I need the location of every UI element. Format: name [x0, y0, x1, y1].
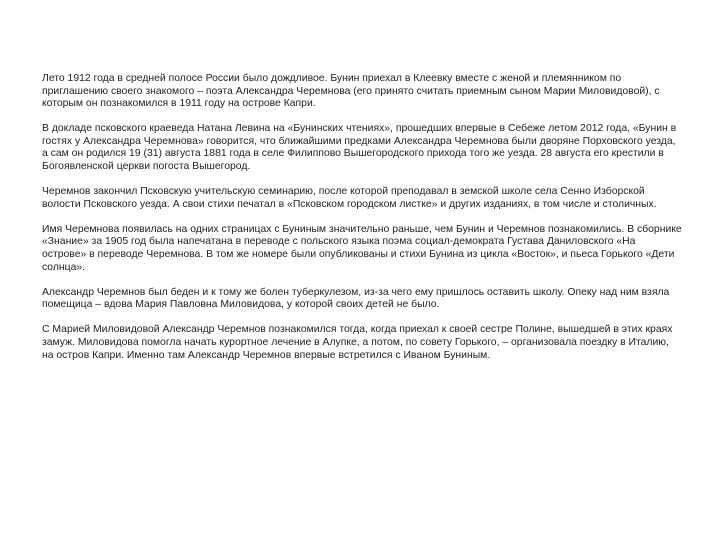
- paragraph-1: Лето 1912 года в средней полосе России было дождливое. Бунин приехал в Клеевку вместе с женой и племянником по приглашению своего знакомого – поэта Александра Черемнова (его принято считать приемным сыном Марии Миловидовой), с которым он познакомился в 1911 году на острове Капри.: [42, 73, 660, 110]
- paragraph-2: В докладе псковского краеведа Натана Левина на «Бунинских чтениях», прошедших впервые в Себеже летом 2012 года, «Бунин в гостях у Александра Черемнова» говорится, что ближайшими предками Александра Черемнова были дворяне Порховского уезда, а сам он родился 19 (31) августа 1881 года в селе Филиппово Вышегородского прихода того же уезда. 28 августа его крестили в Богоявленской церкви погоста Вышегород.: [42, 123, 677, 173]
- paragraph-4: Имя Черемнова появилась на одних страницах с Буниным значительно раньше, чем Бунин и Черемнов познакомились. В сборнике «Знание» за 1905 год была напечатана в переводе с польского языка поэма социал-демократа Густава Даниловского «На острове» в переводе Черемнова. В том же номере были опубликованы и стихи Бунина из цикла «Восток», и пьеса Горького «Дети солнца».: [42, 223, 682, 273]
- paragraph-3: Черемнов закончил Псковскую учительскую семинарию, после которой преподавал в земской школе села Сенно Изборской волости Псковского уезда. А свои стихи печатал в «Псковском городском листке» и других изданиях, в том числе и столичных.: [42, 186, 657, 210]
- paragraph-5: Александр Черемнов был беден и к тому же болен туберкулезом, из-за чего ему пришлось оставить школу. Опеку над ним взяла помещица – вдова Мария Павловна Миловидова, у которой своих детей не было.: [42, 286, 670, 311]
- article-body: [42, 73, 682, 375]
- paragraph-6: С Марией Миловидовой Александр Черемнов познакомился тогда, когда приехал к своей сестре Полине, вышедшей в этих краях замуж. Миловидова помогла начать курортное лечение в Алупке, а потом, по совету Горького, – организовала поездку в Италию, на остров Капри. Именно там Александр Черемнов впервые встретился с Иваном Буниным.: [42, 324, 673, 361]
